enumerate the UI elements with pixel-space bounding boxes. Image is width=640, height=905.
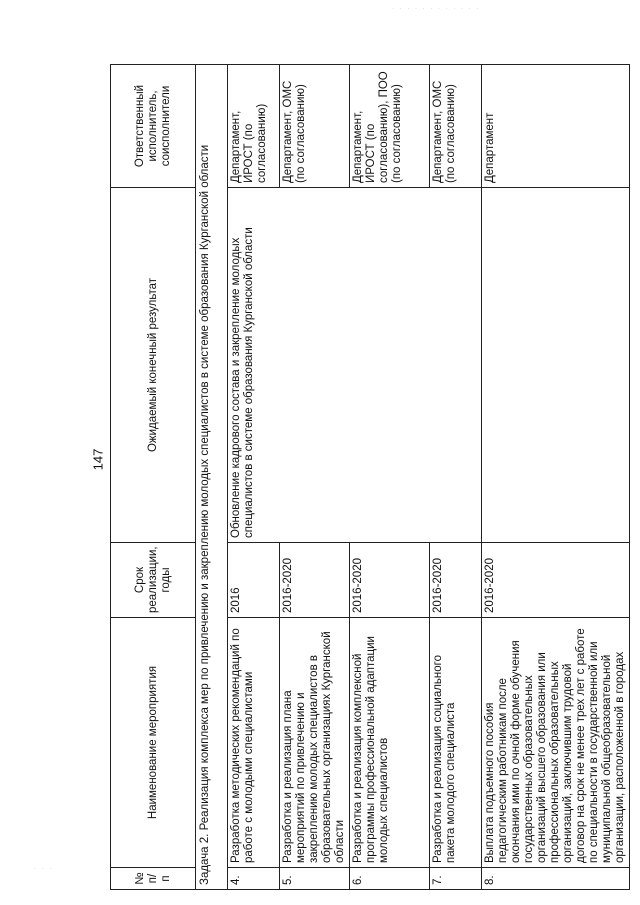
row-num: 5. bbox=[280, 868, 350, 890]
row-term: 2016-2020 bbox=[350, 543, 430, 618]
row-num: 8. bbox=[482, 868, 630, 890]
row-term: 2016-2020 bbox=[430, 543, 482, 618]
activities-table bbox=[110, 64, 630, 890]
row-num: 4. bbox=[228, 868, 280, 890]
row-term: 2016-2020 bbox=[280, 543, 350, 618]
row-responsible: Департамент, ОМС (по согласованию) bbox=[430, 65, 482, 188]
task-row bbox=[196, 65, 228, 890]
row-result-empty bbox=[482, 188, 630, 543]
header-term: Срок реализации, годы bbox=[111, 543, 196, 618]
row-num: 6. bbox=[350, 868, 430, 890]
table-row bbox=[482, 65, 630, 890]
row-term: 2016 bbox=[228, 543, 280, 618]
header-name: Наименование мероприятия bbox=[111, 618, 196, 868]
row-name: Разработка методических рекомендаций по работе с молодыми специалистами bbox=[228, 618, 280, 868]
page-number: 147 bbox=[90, 448, 106, 471]
row-name: Разработка и реализация комплексной программы профессиональной адаптации молодых специалистов bbox=[350, 618, 430, 868]
header-responsible: Ответственный исполнитель, соисполнители bbox=[111, 65, 196, 188]
header-result: Ожидаемый конечный результат bbox=[111, 188, 196, 543]
row-responsible: Департамент bbox=[482, 65, 630, 188]
row-num: 7. bbox=[430, 868, 482, 890]
rotated-table-container bbox=[110, 65, 626, 890]
scan-mark-top: · · · · · · · · · · · · bbox=[392, 6, 481, 12]
row-result: Обновление кадрового состава и закрепление молодых специалистов в системе образования Курганской области bbox=[228, 188, 482, 543]
table-header-row bbox=[111, 65, 196, 890]
scan-mark-bottom: · · · bbox=[34, 866, 54, 872]
row-name: Выплата подъемного пособия педагогическим работникам после окончания ими по очной форме обучения государственных образовательных организаций высшего образования или профессиональных образовательных организаций, заключившим трудовой договор на срок не менее трех лет с работе по специальности в государственной или муниципальной общеобразовательной организации, расположенной в городах bbox=[482, 618, 630, 868]
row-responsible: Департамент, ИРОСТ (по согласованию), ПОО (по согласованию) bbox=[350, 65, 430, 188]
header-num: № п/п bbox=[111, 868, 196, 890]
row-responsible: Департамент, ИРОСТ (по согласованию) bbox=[228, 65, 280, 188]
row-name: Разработка и реализация плана мероприятий по привлечению и закреплению молодых специалистов в образовательных организациях Курганской области bbox=[280, 618, 350, 868]
task-heading: Задача 2. Реализация комплекса мер по привлечению и закреплению молодых специалистов в системе образования Курганской области bbox=[196, 65, 228, 890]
row-term: 2016-2020 bbox=[482, 543, 630, 618]
row-name: Разработка и реализация социального пакета молодого специалиста bbox=[430, 618, 482, 868]
row-responsible: Департамент, ОМС (по согласованию) bbox=[280, 65, 350, 188]
table-row bbox=[228, 65, 280, 890]
